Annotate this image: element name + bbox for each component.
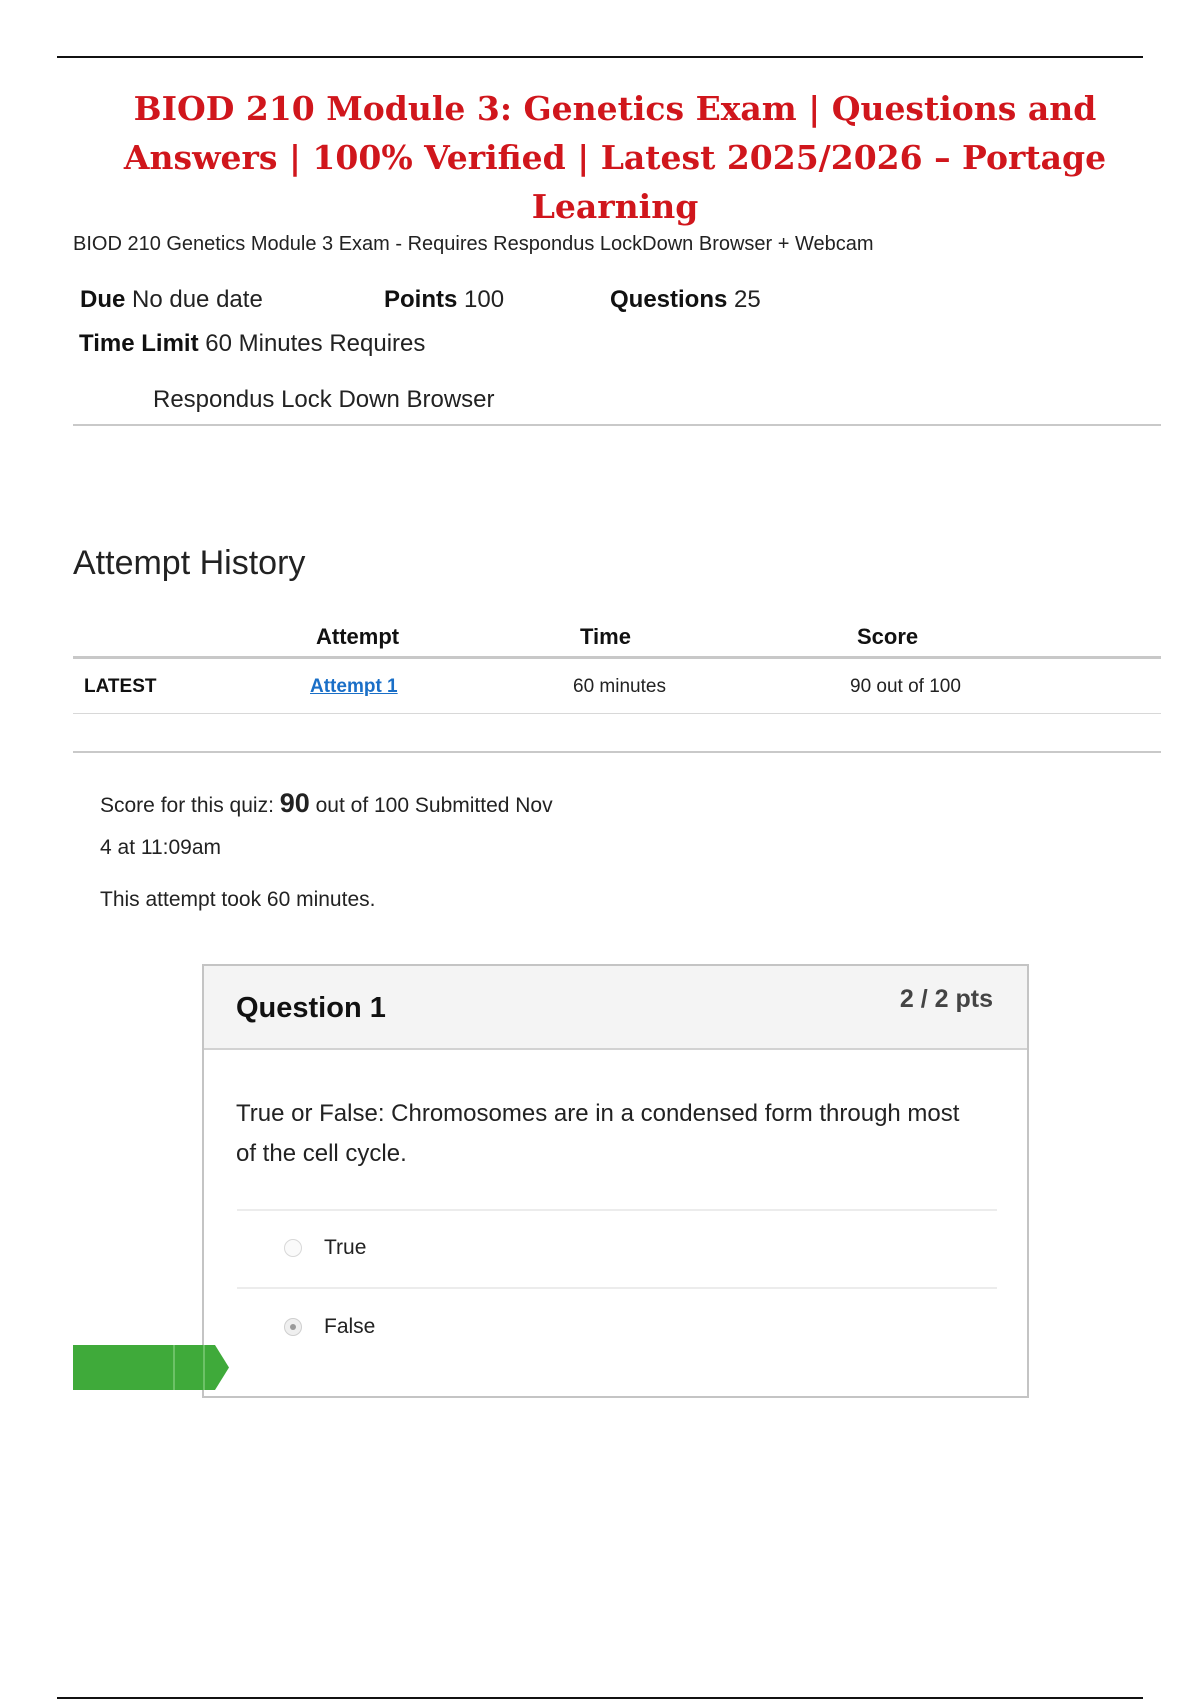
column-header-score: Score [857, 624, 919, 649]
time-limit-label: Time Limit [79, 330, 199, 357]
submitted-date: 4 at 11:09am [100, 836, 222, 859]
score-summary [100, 788, 553, 819]
correct-answer-arrow-icon [73, 1345, 229, 1390]
score-prefix: Score for this quiz: [100, 794, 280, 817]
section-divider [73, 751, 1161, 753]
score-value: 90 [279, 788, 310, 818]
answer-divider [237, 1287, 997, 1289]
column-header-attempt: Attempt [316, 624, 400, 649]
questions-value: 25 [734, 286, 761, 313]
points-meta [384, 286, 504, 314]
attempt-history-heading: Attempt History [73, 544, 306, 582]
radio-unselected-icon[interactable] [284, 1239, 302, 1257]
due-meta [80, 286, 263, 314]
attempt-score: 90 out of 100 [850, 676, 961, 697]
document-title: BIOD 210 Module 3: Genetics Exam | Questions and Answers | 100% Verified | Latest 2025/2026 – Portage Learning [123, 89, 1107, 226]
questions-meta [610, 286, 761, 314]
due-label: Due [80, 286, 126, 313]
section-divider [73, 424, 1161, 426]
table-row [73, 659, 1161, 714]
question-header [204, 966, 1027, 1050]
latest-tag: LATEST [84, 676, 157, 697]
radio-selected-icon[interactable] [284, 1318, 302, 1336]
time-limit-meta [79, 330, 425, 358]
browser-requirement: Respondus Lock Down Browser [153, 386, 495, 413]
question-text: True or False: Chromosomes are in a condensed form through most of the cell cycle. [236, 1100, 960, 1167]
column-header-time: Time [580, 624, 631, 649]
time-limit-value: 60 Minutes Requires [205, 330, 426, 357]
answer-divider [237, 1209, 997, 1211]
questions-label: Questions [610, 286, 728, 313]
attempt-duration: This attempt took 60 minutes. [100, 888, 376, 911]
points-label: Points [384, 286, 458, 313]
points-value: 100 [464, 286, 505, 313]
attempt-link[interactable]: Attempt 1 [310, 676, 398, 697]
question-title: Question 1 [236, 992, 386, 1024]
attempt-time: 60 minutes [573, 676, 666, 697]
score-suffix: out of 100 Submitted Nov [309, 794, 553, 817]
question-points: 2 / 2 pts [899, 985, 993, 1013]
bottom-rule [57, 1697, 1143, 1699]
exam-subtitle: BIOD 210 Genetics Module 3 Exam - Requires Respondus LockDown Browser + Webcam [73, 233, 874, 255]
due-value: No due date [132, 286, 263, 313]
top-rule [57, 56, 1143, 58]
question-card [202, 964, 1029, 1398]
answer-label: False [324, 1315, 376, 1338]
answer-label: True [324, 1236, 367, 1259]
